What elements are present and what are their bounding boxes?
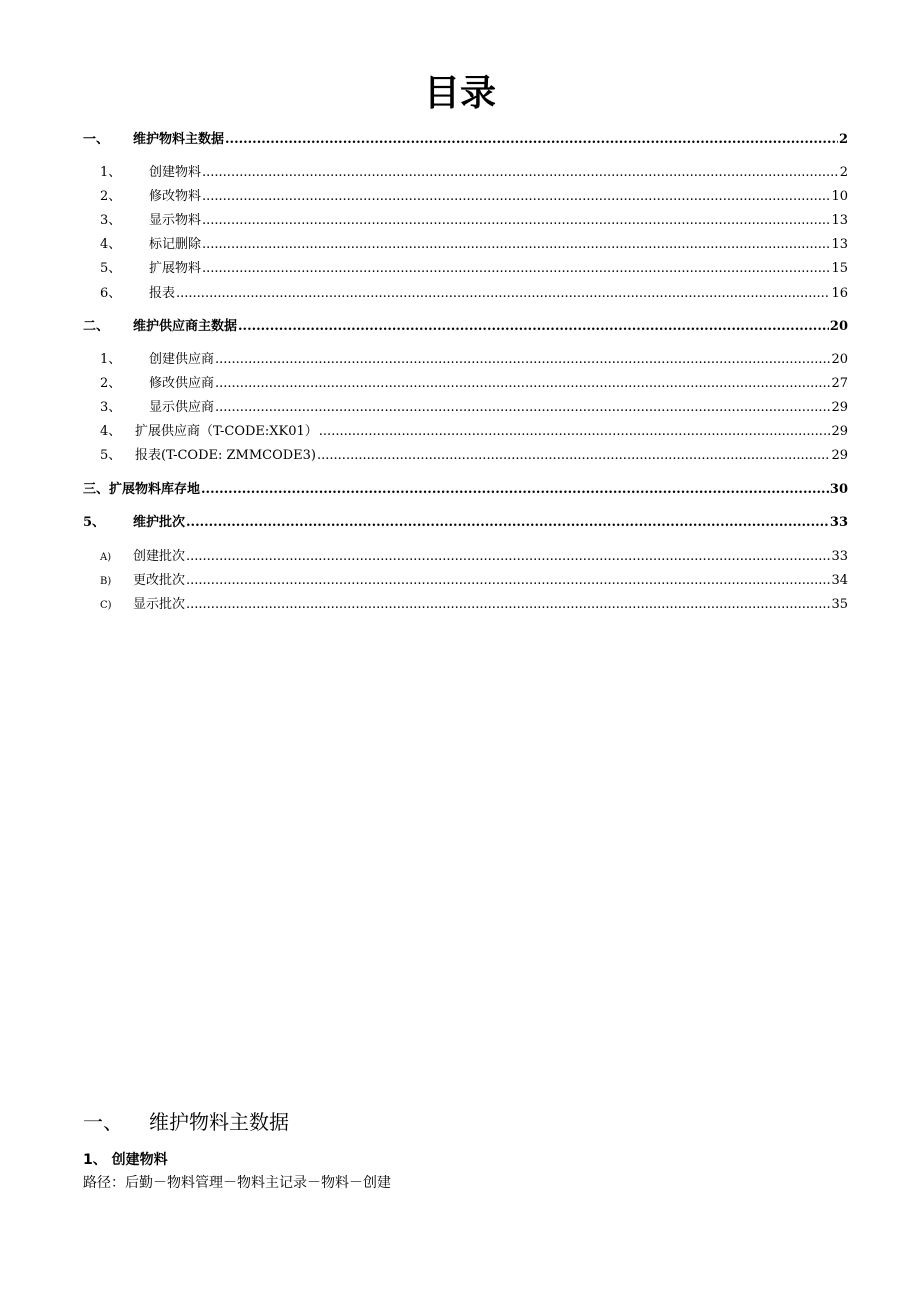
toc-page: 29 bbox=[831, 424, 848, 439]
toc-text: 扩展供应商（T-CODE:XK01） bbox=[135, 424, 318, 439]
toc-number: 5、 bbox=[100, 448, 122, 463]
toc-page: 2 bbox=[839, 165, 848, 180]
toc-entry[interactable] bbox=[100, 398, 848, 418]
toc-entry[interactable] bbox=[100, 547, 848, 567]
toc-text: 维护物料主数据 bbox=[133, 132, 225, 147]
toc-text: 显示批次 bbox=[133, 597, 186, 612]
toc-leader bbox=[202, 163, 839, 183]
toc-entry[interactable] bbox=[100, 571, 848, 591]
toc-entry[interactable] bbox=[83, 480, 848, 500]
toc-text: 创建供应商 bbox=[149, 352, 215, 367]
toc-text: 显示供应商 bbox=[149, 400, 215, 415]
toc-text: 更改批次 bbox=[133, 573, 186, 588]
menu-path-text: 路径：后勤－物料管理－物料主记录－物料－创建 bbox=[83, 1175, 391, 1191]
toc-text: 修改物料 bbox=[149, 189, 202, 204]
toc-page: 29 bbox=[831, 448, 848, 463]
toc-entry[interactable] bbox=[100, 163, 848, 183]
toc-page: 30 bbox=[829, 482, 848, 497]
toc-text: 报表(T-CODE: ZMMCODE3) bbox=[135, 448, 317, 463]
toc-entry[interactable] bbox=[100, 187, 848, 207]
toc-leader bbox=[186, 571, 830, 591]
toc-entry[interactable] bbox=[100, 374, 848, 394]
toc-leader bbox=[215, 398, 830, 418]
toc-number: C) bbox=[100, 600, 112, 611]
toc-number: 3、 bbox=[100, 213, 122, 228]
section-heading bbox=[83, 1108, 289, 1136]
section-title: 维护物料主数据 bbox=[149, 1110, 289, 1134]
toc-page: 16 bbox=[831, 286, 848, 301]
toc-text: 三、扩展物料库存地 bbox=[83, 482, 201, 497]
toc-entry[interactable] bbox=[83, 317, 848, 337]
toc-entry[interactable] bbox=[100, 211, 848, 231]
toc-leader bbox=[202, 259, 830, 279]
toc-entry[interactable] bbox=[83, 130, 848, 150]
toc-number: 1、 bbox=[100, 165, 122, 180]
page-title: 目录 bbox=[423, 73, 496, 114]
toc-number: 4、 bbox=[100, 424, 122, 439]
toc-number: A) bbox=[100, 552, 112, 563]
section-number: 一、 bbox=[83, 1110, 123, 1134]
toc-number: 5、 bbox=[100, 261, 122, 276]
toc-text: 标记删除 bbox=[149, 237, 202, 252]
toc-text: 创建物料 bbox=[149, 165, 202, 180]
toc-leader bbox=[186, 513, 829, 533]
toc-number: 5、 bbox=[83, 515, 106, 530]
toc-entry[interactable] bbox=[100, 446, 848, 466]
toc-number: 3、 bbox=[100, 400, 122, 415]
toc-page: 2 bbox=[838, 132, 848, 147]
toc-leader bbox=[317, 446, 830, 466]
toc-text: 报表 bbox=[149, 286, 176, 301]
toc-entry[interactable] bbox=[100, 235, 848, 255]
toc-page: 15 bbox=[831, 261, 848, 276]
toc-leader bbox=[319, 422, 831, 442]
toc-entry[interactable] bbox=[100, 350, 848, 370]
subsection-heading: 1、 创建物料 bbox=[83, 1152, 168, 1168]
toc-entry[interactable] bbox=[83, 513, 848, 533]
toc-page: 20 bbox=[831, 352, 848, 367]
toc-page: 13 bbox=[831, 213, 848, 228]
toc-number: 二、 bbox=[83, 319, 110, 334]
toc-entry[interactable] bbox=[100, 595, 848, 615]
toc-number: 4、 bbox=[100, 237, 122, 252]
toc-leader bbox=[202, 235, 830, 255]
toc-entry[interactable] bbox=[100, 422, 848, 442]
toc-entry[interactable] bbox=[100, 259, 848, 279]
toc-leader bbox=[202, 187, 830, 207]
toc-page: 34 bbox=[831, 573, 848, 588]
toc-text: 修改供应商 bbox=[149, 376, 215, 391]
toc-leader bbox=[215, 374, 830, 394]
toc-number: 2、 bbox=[100, 189, 122, 204]
toc-number: 6、 bbox=[100, 286, 122, 301]
toc-page: 27 bbox=[831, 376, 848, 391]
toc-page: 29 bbox=[831, 400, 848, 415]
toc-page: 33 bbox=[829, 515, 848, 530]
toc-number: B) bbox=[100, 576, 112, 587]
toc-page: 10 bbox=[831, 189, 848, 204]
toc-leader bbox=[202, 211, 830, 231]
toc-number: 2、 bbox=[100, 376, 122, 391]
toc-number: 一、 bbox=[83, 132, 110, 147]
toc-text: 扩展物料 bbox=[149, 261, 202, 276]
toc-leader bbox=[186, 547, 830, 567]
toc-text: 创建批次 bbox=[133, 549, 186, 564]
toc-leader bbox=[186, 595, 830, 615]
toc-text: 维护批次 bbox=[133, 515, 186, 530]
toc-leader bbox=[215, 350, 830, 370]
toc-text: 维护供应商主数据 bbox=[133, 319, 238, 334]
toc-leader bbox=[201, 480, 829, 500]
toc-page: 33 bbox=[831, 549, 848, 564]
toc-entry[interactable] bbox=[100, 284, 848, 304]
toc-leader bbox=[225, 130, 838, 150]
toc-page: 35 bbox=[831, 597, 848, 612]
toc-leader bbox=[238, 317, 829, 337]
toc-page: 13 bbox=[831, 237, 848, 252]
toc-page: 20 bbox=[829, 319, 848, 334]
toc-number: 1、 bbox=[100, 352, 122, 367]
toc-leader bbox=[176, 284, 830, 304]
toc-text: 显示物料 bbox=[149, 213, 202, 228]
